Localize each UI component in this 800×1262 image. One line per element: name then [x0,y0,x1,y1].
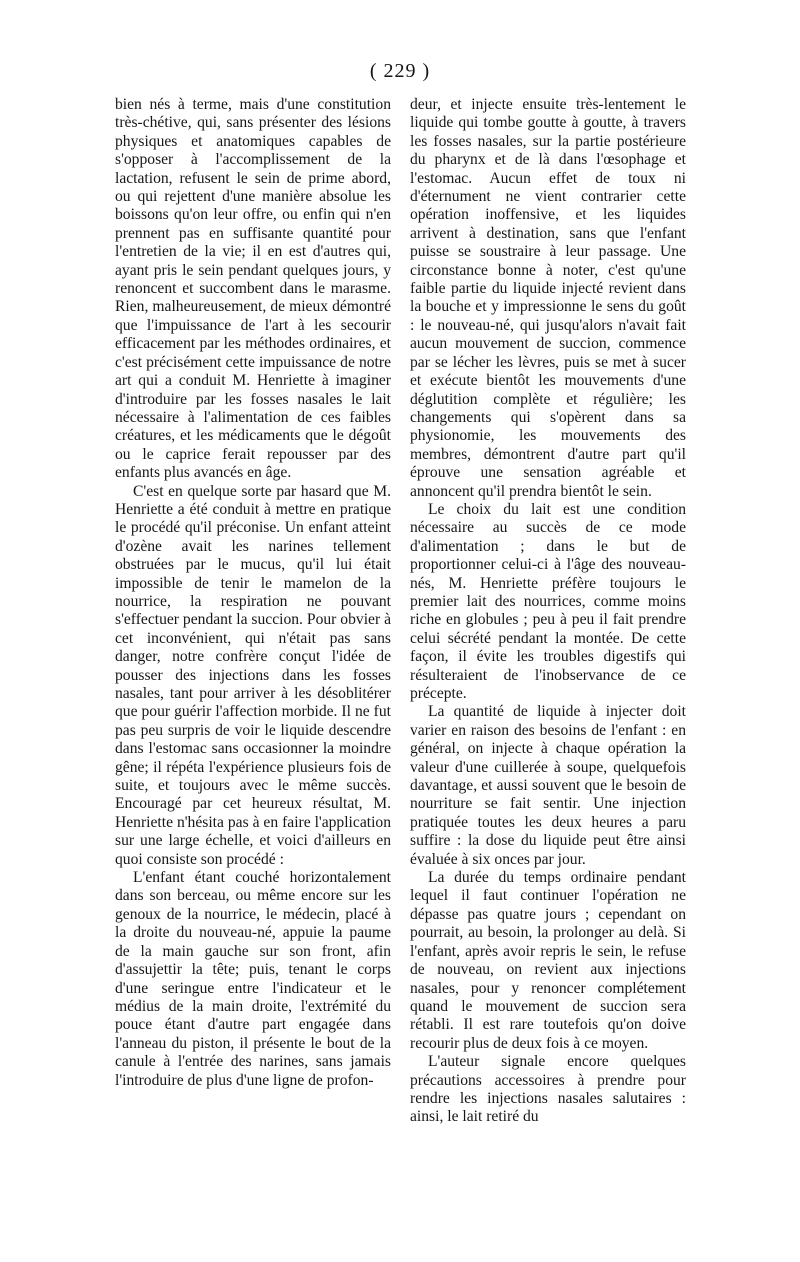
paragraph: La quantité de liquide à injecter doit varier en raison des besoins de l'enfant : en général, on injecte à chaque opération la valeur d'une cuillerée à soupe, quelquefois davantage, et aussi souvent que le besoin de nourriture se fait sentir. Une injection pratiquée toutes les deux heures a paru suffire : la dose du liquide peut être ainsi évaluée à six onces par jour. [410,703,686,868]
paragraph: C'est en quelque sorte par hasard que M. Henriette a été conduit à mettre en pratique le procédé qu'il préconise. Un enfant atteint d'ozène avait les narines tellement obstruées par le mucus, qu'il lui était impossible de tenir le mamelon de la nourrice, la respiration ne pouvant s'effectuer pendant la succion. Pour obvier à cet inconvénient, qui n'était pas sans danger, notre confrère conçut l'idée de pousser des injections dans les fosses nasales, tant pour arriver à les désoblitérer que pour guérir l'affection morbide. Il ne fut pas peu surpris de voir le liquide descendre dans l'estomac sans occasionner la moindre gêne; il répéta l'expérience plusieurs fois de suite, et toujours avec le même succès. Encouragé par cet heureux résultat, M. Henriette n'hésita pas à en faire l'application sur une large échelle, et voici d'ailleurs en quoi consiste son procédé : [115,482,391,868]
right-column [410,96,686,1127]
left-column [115,96,391,1090]
paragraph: L'auteur signale encore quelques précautions accessoires à prendre pour rendre les injections nasales salutaires : ainsi, le lait retiré du [410,1053,686,1126]
paragraph: bien nés à terme, mais d'une constitution très-chétive, qui, sans présenter des lésions physiques et anatomiques capables de s'opposer à l'accomplissement de la lactation, refusent le sein de prime abord, ou qui rejettent d'une manière absolue les boissons qu'on leur offre, ou enfin qui n'en prennent pas en suffisante quantité pour l'entretien de la vie; il en est d'autres qui, ayant pris le sein pendant quelques jours, y renoncent et succombent dans le marasme. Rien, malheureusement, de mieux démontré que l'impuissance de l'art à les secourir efficacement par les méthodes ordinaires, et c'est précisément cette impuissance de notre art qui a conduit M. Henriette à imaginer d'introduire par les fosses nasales le lait nécessaire à l'alimentation de ces faibles créatures, et les médicaments que le dégoût ou le caprice ferait repousser par des enfants plus avancés en âge. [115,96,391,482]
paragraph: L'enfant étant couché horizontalement dans son berceau, ou même encore sur les genoux de la nourrice, le médecin, placé à la droite du nouveau-né, appuie la paume de la main gauche sur son front, afin d'assujettir la tête; puis, tenant le corps d'une seringue entre l'indicateur et le médius de la main droite, l'extrémité du pouce étant d'autre part engagée dans l'anneau du piston, il présente le bout de la canule à l'entrée des narines, sans jamais l'introduire de plus d'une ligne de profon- [115,869,391,1089]
paragraph: La durée du temps ordinaire pendant lequel il faut continuer l'opération ne dépasse pas quatre jours ; cependant on pourrait, au besoin, la prolonger au delà. Si l'enfant, après avoir repris le sein, le refuse de nouveau, on revient aux injections nasales, pour y renoncer complétement quand le mouvement de succion sera rétabli. Il est rare toutefois qu'on doive recourir plus de deux fois à ce moyen. [410,869,686,1052]
paragraph: deur, et injecte ensuite très-lentement le liquide qui tombe goutte à goutte, à travers les fosses nasales, sur la partie postérieure du pharynx et de là dans l'œsophage et l'estomac. Aucun effet de toux ni d'éternument ne vient contrarier cette opération inoffensive, et les liquides arrivent à destination, sans que l'enfant puisse se soustraire à leur passage. Une circonstance bonne à noter, c'est qu'une faible partie du liquide injecté revient dans la bouche et y impressionne le sens du goût : le nouveau-né, qui jusqu'alors n'avait fait aucun mouvement de succion, commence par se lécher les lèvres, puis se met à sucer et exécute bientôt les mouvements d'une déglutition complète et régulière; les changements qui s'opèrent dans sa physionomie, les mouvements des membres, démontrent d'autre part qu'il éprouve une sensation agréable et annoncent qu'il prendra bientôt le sein. [410,96,686,500]
paragraph: Le choix du lait est une condition nécessaire au succès de ce mode d'alimentation ; dans le but de proportionner celui-ci à l'âge des nouveau-nés, M. Henriette préfère toujours le premier lait des nourrices, comme moins riche en globules ; peu à peu il fait prendre celui sécrété pendant la montée. De cette façon, il évite les troubles digestifs qui résulteraient de l'inobservance de ce précepte. [410,500,686,702]
page-number: ( 229 ) [369,60,431,82]
